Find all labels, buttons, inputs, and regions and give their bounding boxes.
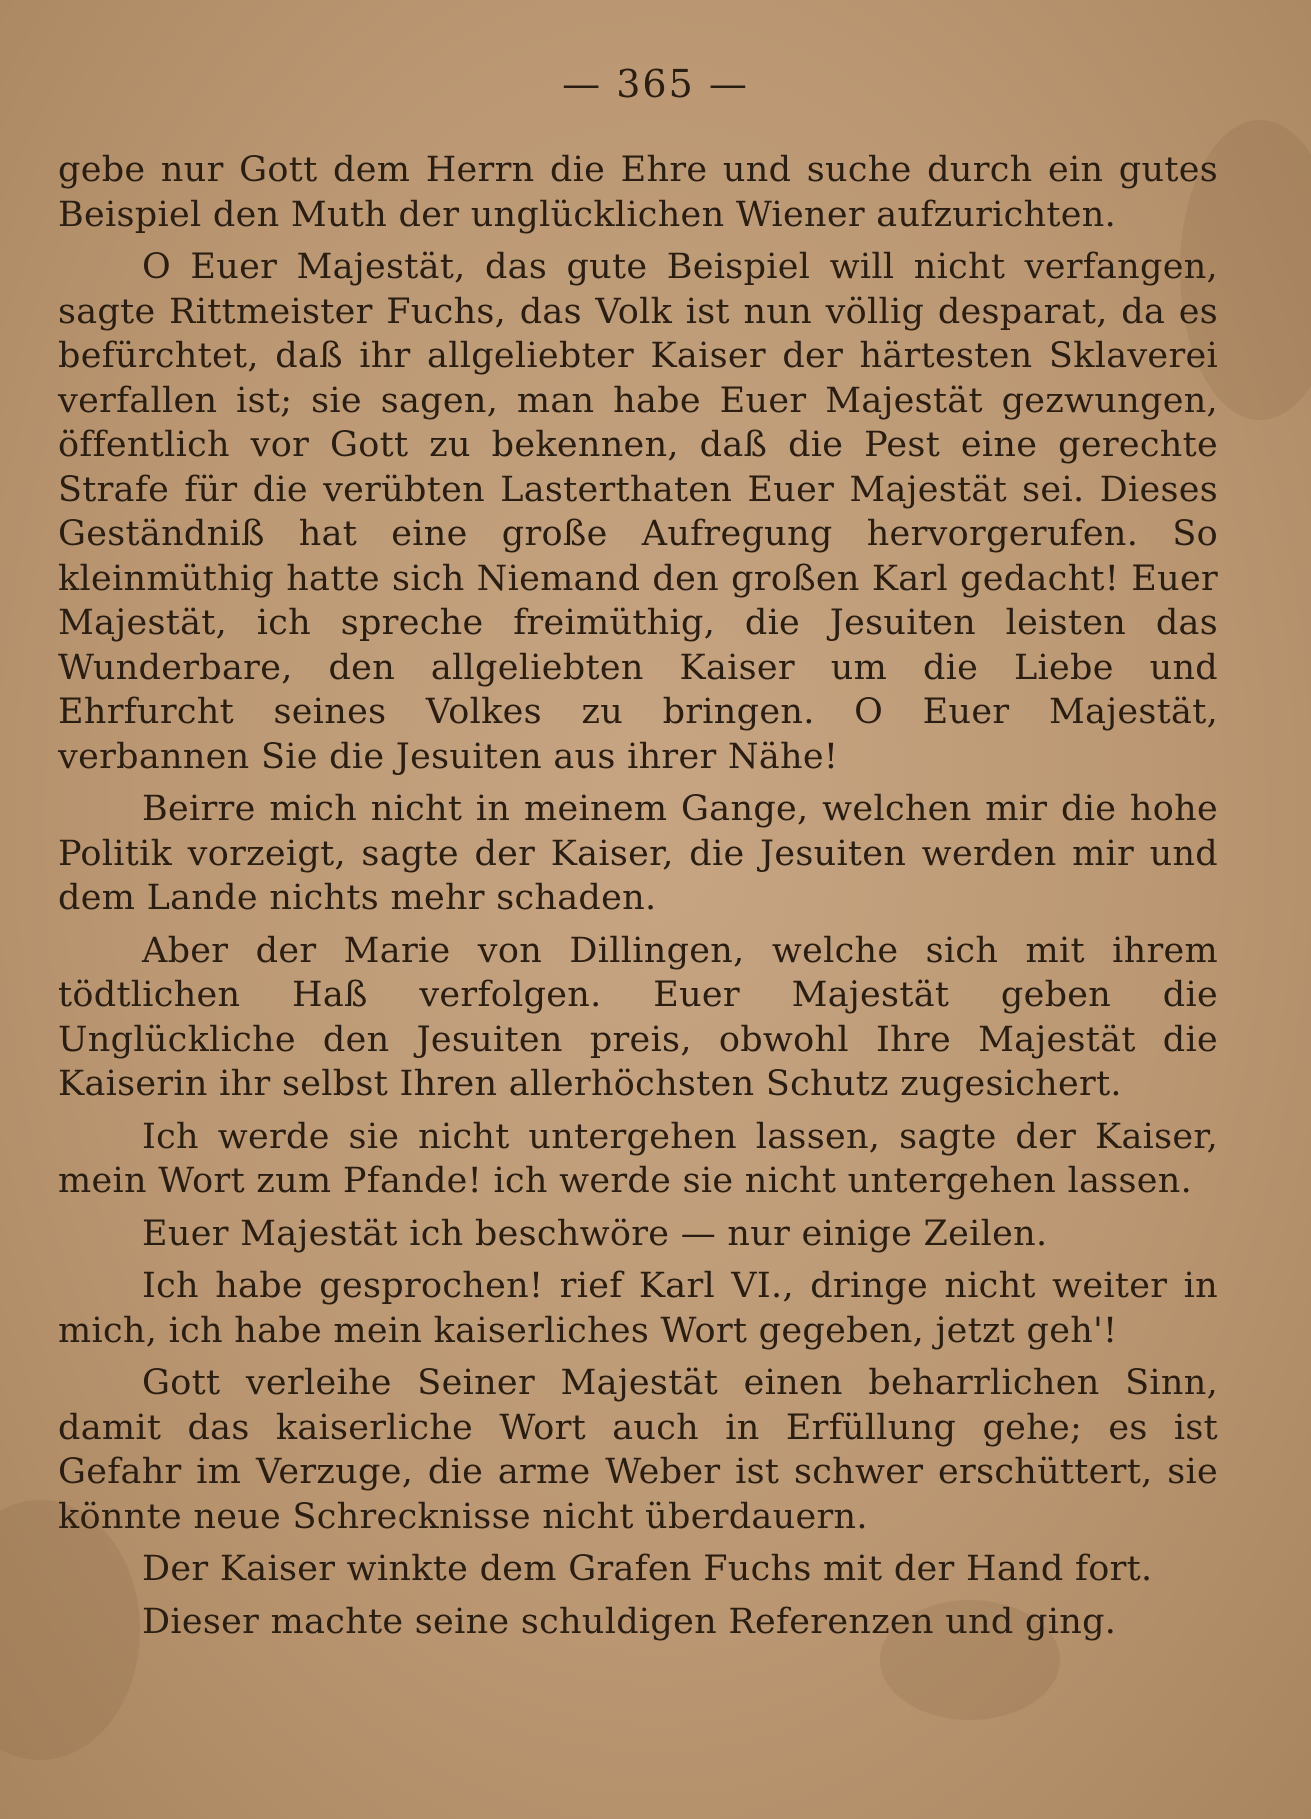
paragraph: Der Kaiser winkte dem Grafen Fuchs mit der Hand fort. [142, 1549, 1153, 1589]
paragraph: gebe nur Gott dem Herrn die Ehre und suche durch ein gutes Beispiel den Muth der unglücklichen Wiener aufzurichten. [58, 150, 1218, 235]
body-text [58, 148, 1218, 1652]
paragraph: Ich habe gesprochen! rief Karl VI., dringe nicht weiter in mich, ich habe mein kaiserliches Wort gegeben, jetzt geh'! [58, 1266, 1218, 1351]
paragraph: Aber der Marie von Dillingen, welche sich mit ihrem tödtlichen Haß verfolgen. Euer Majestät geben die Unglückliche den Jesuiten preis, obwohl Ihre Majestät die Kaiserin ihr selbst Ihren allerhöchsten Schutz zugesichert. [58, 930, 1218, 1104]
paragraph: Beirre mich nicht in meinem Gange, welchen mir die hohe Politik vorzeigt, sagte der Kaiser, die Jesuiten werden mir und dem Lande nichts mehr schaden. [58, 789, 1218, 918]
page-number: — 365 — [562, 62, 749, 106]
paragraph: Gott verleihe Seiner Majestät einen beharrlichen Sinn, damit das kaiserliche Wort auch in Erfüllung gehe; es ist Gefahr im Verzuge, die arme Weber ist schwer erschüttert, sie könnte neue Schrecknisse nicht überdauern. [58, 1363, 1218, 1537]
paragraph: Ich werde sie nicht untergehen lassen, sagte der Kaiser, mein Wort zum Pfande! ich werde sie nicht untergehen lassen. [58, 1116, 1218, 1201]
paragraph: Euer Majestät ich beschwöre — nur einige Zeilen. [142, 1213, 1048, 1254]
paragraph: Dieser machte seine schuldigen Referenzen und ging. [142, 1601, 1117, 1642]
paragraph: O Euer Majestät, das gute Beispiel will nicht verfangen, sagte Rittmeister Fuchs, das Volk ist nun völlig desparat, da es befürchtet, daß ihr allgeliebter Kaiser der härtesten Sklaverei verfallen ist; sie sagen, man habe Euer Majestät gezwungen, öffentlich vor Gott zu bekennen, daß die Pest eine gerechte Strafe für die verübten Lasterthaten Euer Majestät sei. Dieses Geständniß hat eine große Aufregung hervorgerufen. So kleinmüthig hatte sich Niemand den großen Karl gedacht! Euer Majestät, ich spreche freimüthig, die Jesuiten leisten das Wunderbare, den allgeliebten Kaiser um die Liebe und Ehrfurcht seines Volkes zu bringen. O Euer Majestät, verbannen Sie die Jesuiten aus ihrer Nähe! [58, 247, 1218, 777]
